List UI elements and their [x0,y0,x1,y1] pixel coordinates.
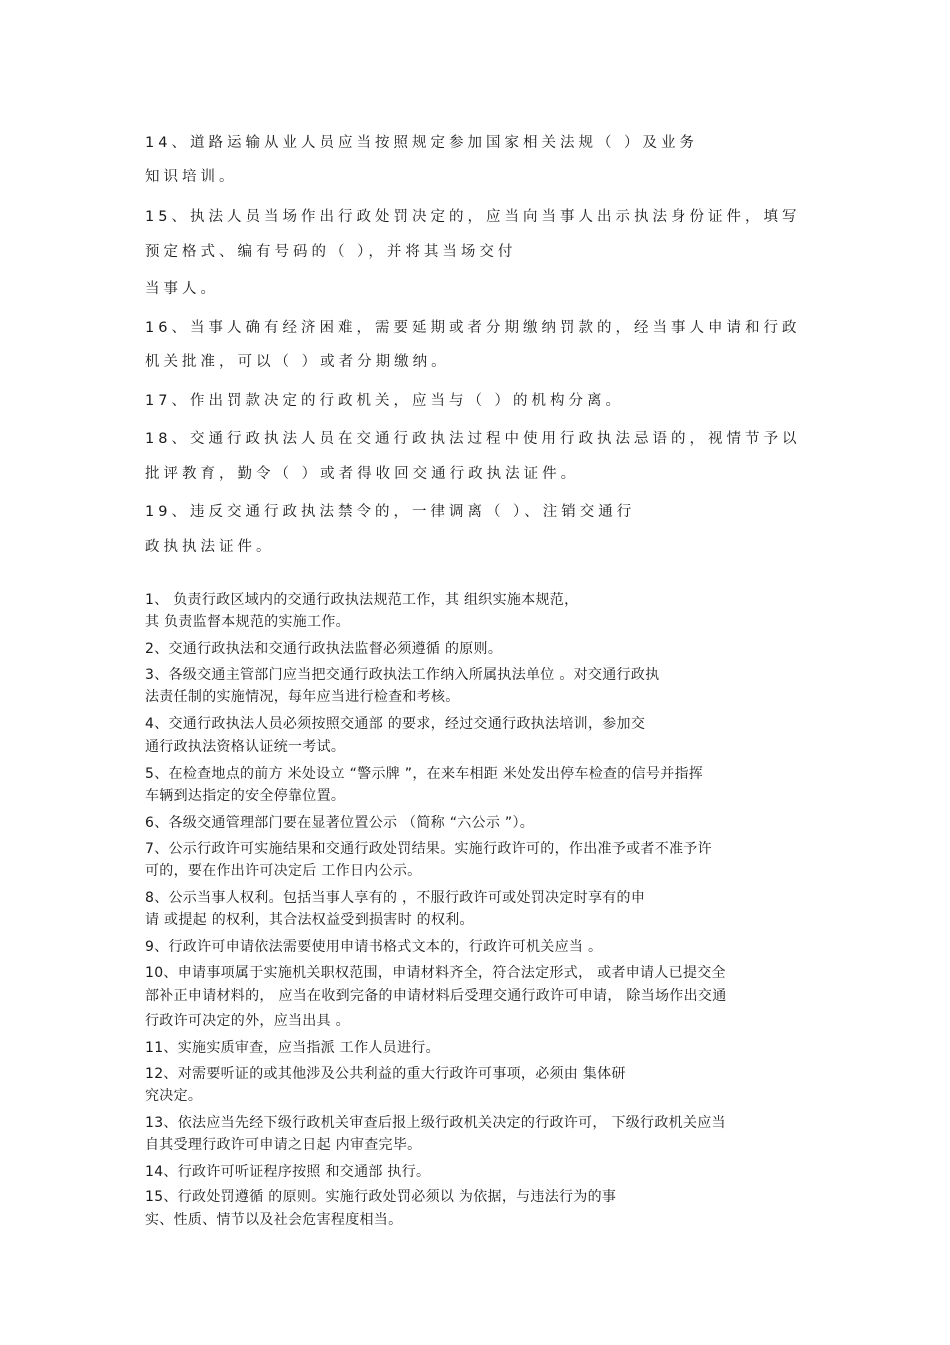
text-line: 13、依法应当先经下级行政机关审查后报上级行政机关决定的行政许可， 下级行政机关应当 [145,1115,726,1131]
text-line: 可的，要在作出许可决定后 工作日内公示。 [145,863,422,879]
text-line: 知识培训。 [145,169,238,185]
text-line: 究决定。 [145,1088,203,1104]
text-line: 3、各级交通主管部门应当把交通行政执法工作纳入所属执法单位 。对交通行政执 [145,667,660,683]
text-line: 8、公示当事人权利。包括当事人享有的 ，不服行政许可或处罚决定时享有的申 [145,890,646,906]
text-line: 7、公示行政许可实施结果和交通行政处罚结果。实施行政许可的，作出准予或者不准予许 [145,841,712,857]
text-line: 车辆到达指定的安全停靠位置。 [145,788,346,804]
text-line: 19、违反交通行政执法禁令的，一律调离（ ）、注销交通行 [145,504,636,520]
text-line: 当事人。 [145,281,219,297]
text-line: 10、申请事项属于实施机关职权范围，申请材料齐全，符合法定形式， 或者申请人已提交全 [145,965,726,981]
text-line: 预定格式、编有号码的（ ），并将其当场交付 [145,244,517,260]
text-line: 政执执法证件。 [145,539,275,555]
text-line: 行政许可决定的外，应当出具 。 [145,1013,350,1029]
text-line: 14、道路运输从业人员应当按照规定参加国家相关法规（ ）及业务 [145,135,699,151]
text-line: 14、行政许可听证程序按照 和交通部 执行。 [145,1164,431,1180]
text-line: 通行政执法资格认证统一考试。 [145,739,346,755]
text-line: 15、执法人员当场作出行政处罚决定的，应当向当事人出示执法身份证件，填写 [145,209,801,225]
text-line: 16、当事人确有经济困难，需要延期或者分期缴纳罚款的，经当事人申请和行政 [145,320,801,336]
text-line: 部补正申请材料的， 应当在收到完备的申请材料后受理交通行政许可申请， 除当场作出交通 [145,988,727,1004]
text-line: 1、 负责行政区域内的交通行政执法规范工作，其 组织实施本规范， [145,592,579,608]
text-line: 5、在检查地点的前方 米处设立 “警示牌 ”，在来车相距 米处发出停车检查的信号并指挥 [145,766,704,782]
text-line: 法责任制的实施情况，每年应当进行检查和考核。 [145,689,460,705]
text-line: 机关批准，可以（ ）或者分期缴纳。 [145,354,450,370]
text-line: 9、行政许可申请依法需要使用申请书格式文本的，行政许可机关应当 。 [145,939,603,955]
text-line: 18、交通行政执法人员在交通行政执法过程中使用行政执法忌语的，视情节予以 [145,431,801,447]
text-line: 15、行政处罚遵循 的原则。实施行政处罚必须以 为依据，与违法行为的事 [145,1189,617,1205]
text-line: 6、各级交通管理部门要在显著位置公示 （简称 “六公示 ”）。 [145,815,535,831]
text-line: 12、对需要听证的或其他涉及公共利益的重大行政许可事项，必须由 集体研 [145,1066,626,1082]
text-line: 其 负责监督本规范的实施工作。 [145,614,350,630]
text-line: 11、实施实质审查，应当指派 工作人员进行。 [145,1040,440,1056]
text-line: 自其受理行政许可申请之日起 内审查完毕。 [145,1137,422,1153]
text-line: 批评教育，勤令（ ）或者得收回交通行政执法证件。 [145,466,580,482]
text-line: 实、性质、情节以及社会危害程度相当。 [145,1212,403,1228]
text-line: 请 或提起 的权利，其合法权益受到损害时 的权利。 [145,912,474,928]
text-line: 17、作出罚款决定的行政机关，应当与（ ）的机构分离。 [145,393,625,409]
text-line: 2、交通行政执法和交通行政执法监督必须遵循 的原则。 [145,641,503,657]
text-line: 4、交通行政执法人员必须按照交通部 的要求，经过交通行政执法培训，参加交 [145,716,646,732]
